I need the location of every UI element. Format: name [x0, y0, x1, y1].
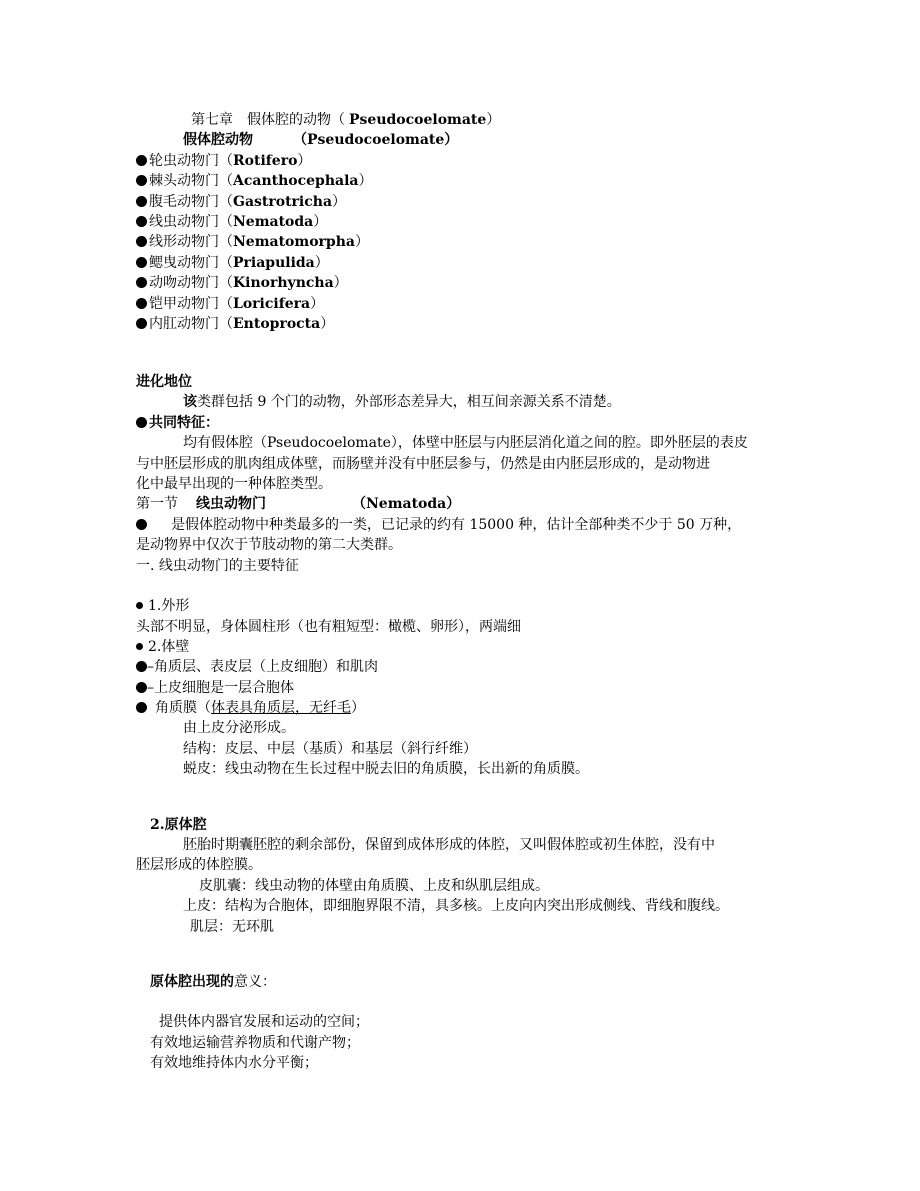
cuticle-line: 蜕皮：线虫动物在生长过程中脱去旧的角质膜，长出新的角质膜。 [183, 761, 589, 777]
feature-label: 2.体壁 [136, 637, 189, 657]
common-line: 化中最早出现的一种体腔类型。 [136, 476, 332, 492]
bullet-icon [136, 417, 147, 428]
coelom-line: 肌层：无环肌 [190, 919, 274, 935]
coelom-line: 胚胎时期囊胚腔的剩余部份，保留到成体形成的体腔，又叫假体腔或初生体腔，没有中 [183, 837, 715, 853]
bullet-icon [136, 702, 147, 713]
group-heading: 假体腔动物 （Pseudocoelomate） [183, 132, 459, 148]
list-item: 棘头动物门（Acanthocephala） [136, 171, 372, 191]
list-item: 线虫动物门（Nematoda） [136, 212, 327, 232]
cuticle-line: 由上皮分泌形成。 [183, 720, 295, 736]
coelom-line: 皮肌囊：线虫动物的体壁由角质膜、上皮和纵肌层组成。 [199, 878, 549, 894]
bullet-icon [136, 216, 147, 227]
list-item: 内肛动物门（Entoprocta） [136, 314, 334, 334]
bullet-icon [136, 277, 147, 288]
feature-label: 1.外形 [136, 596, 189, 616]
feature-item: 角质膜（体表具角质层，无纤毛） [136, 698, 365, 718]
bullet-icon [136, 661, 147, 672]
significance-item: 有效地运输营养物质和代谢产物； [150, 1035, 360, 1051]
cuticle-line: 结构：皮层、中层（基质）和基层（斜行纤维） [183, 741, 477, 757]
bullet-icon [136, 643, 143, 650]
section-subheading: 一. 线虫动物门的主要特征 [136, 558, 299, 574]
bullet-icon [136, 155, 147, 166]
evolution-text: 该类群包括 9 个门的动物，外部形态差异大，相互间亲源关系不清楚。 [183, 394, 621, 410]
bullet-icon [136, 298, 147, 309]
bullet-icon [136, 519, 147, 530]
bullet-icon [136, 682, 147, 693]
list-item: 腹毛动物门（Gastrotricha） [136, 192, 346, 212]
significance-item: 提供体内器官发展和运动的空间； [159, 1014, 369, 1030]
bullet-icon [136, 257, 147, 268]
common-line: 与中胚层形成的肌肉组成体壁，而肠壁并没有中胚层参与，仍然是由内胚层形成的，是动物进 [136, 456, 710, 472]
bullet-icon [136, 318, 147, 329]
list-item: 线形动物门（Nematomorpha） [136, 232, 369, 252]
list-item: 动吻动物门（Kinorhyncha） [136, 273, 348, 293]
section-heading: 第一节 线虫动物门 （Nematoda） [136, 496, 461, 512]
bullet-icon [136, 236, 147, 247]
significance-heading: 原体腔出现的意义： [150, 974, 276, 990]
evolution-heading: 进化地位 [136, 374, 192, 390]
coelom-line: 胚层形成的体腔膜。 [136, 857, 262, 873]
section-intro: 是动物界中仅次于节肢动物的第二大类群。 [136, 537, 402, 553]
feature-item: –角质层、表皮层（上皮细胞）和肌肉 [136, 657, 378, 677]
list-item: 轮虫动物门（Rotifero） [136, 151, 311, 171]
coelom-line: 上皮：结构为合胞体，即细胞界限不清，具多核。上皮向内突出形成侧线、背线和腹线。 [183, 898, 729, 914]
list-item: 铠甲动物门（Loricifera） [136, 294, 324, 314]
common-heading: 共同特征： [136, 413, 219, 433]
common-line: 均有假体腔（Pseudocoelomate），体壁中胚层与内胚层消化道之间的腔。即外胚层的表皮 [183, 435, 748, 451]
bullet-icon [136, 175, 147, 186]
coelom-heading: 2.原体腔 [150, 817, 207, 833]
significance-item: 有效地维持体内水分平衡； [150, 1055, 318, 1071]
bullet-icon [136, 196, 147, 207]
list-item: 鳃曳动物门（Priapulida） [136, 253, 329, 273]
chapter-title: 第七章 假体腔的动物（ Pseudocoelomate） [191, 112, 501, 128]
feature-item: –上皮细胞是一层合胞体 [136, 678, 294, 698]
feature-text: 头部不明显，身体圆柱形（也有粗短型：橄榄、卵形），两端细 [136, 619, 521, 635]
bullet-icon [136, 602, 143, 609]
section-intro: 是假体腔动物中种类最多的一类，已记录的约有 15000 种，估计全部种类不少于 50 万种， [136, 515, 741, 535]
